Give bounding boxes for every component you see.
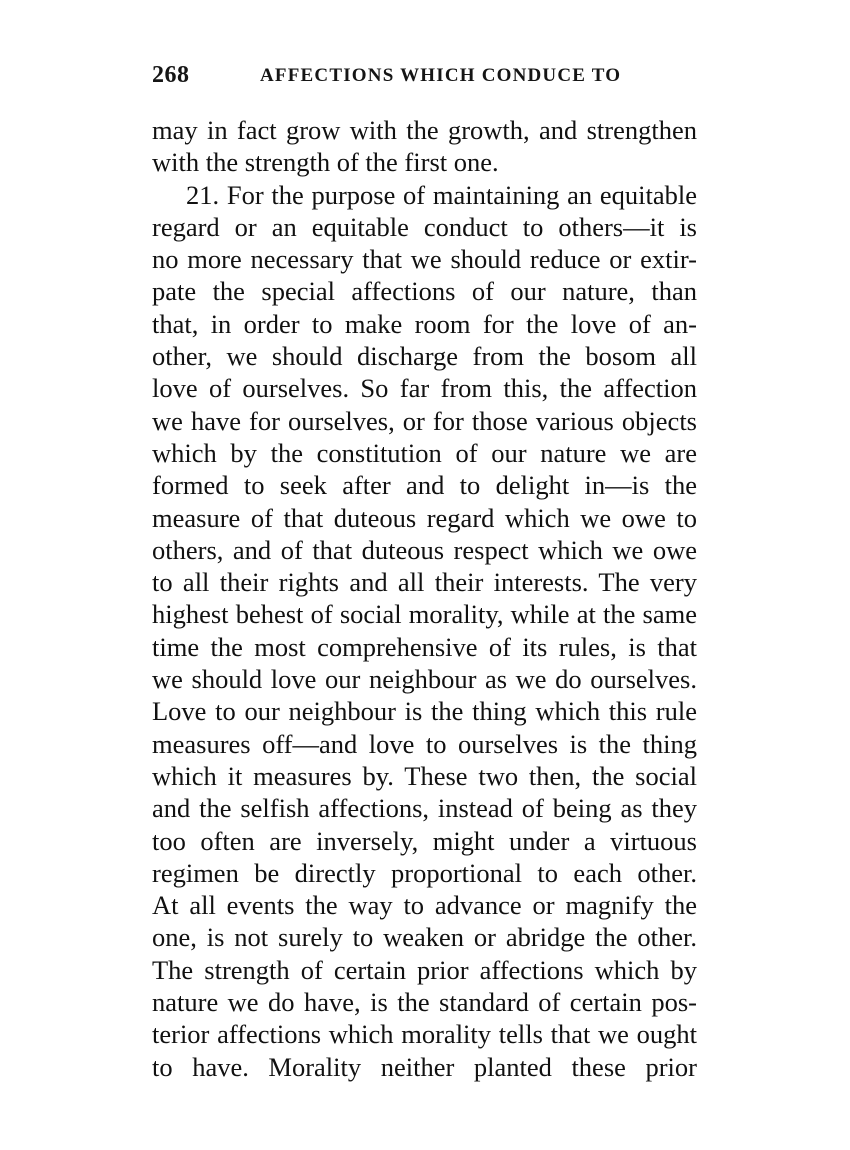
text-line-18: we should love our neighbour as we do ourselves.: [152, 664, 697, 695]
text-line-20: measures off—and love to ourselves is the thing: [152, 728, 697, 759]
text-line-26: one, is not surely to weaken or abridge the other.: [152, 922, 697, 953]
text-line-14: others, and of that duteous respect which we owe: [152, 534, 697, 565]
text-line-15: to all their rights and all their interests. The very: [152, 567, 697, 598]
text-line-7: that, in order to make room for the love of an-: [152, 308, 697, 339]
running-title: AFFECTIONS WHICH CONDUCE TO: [260, 65, 622, 86]
text-line-4: regard or an equitable conduct to others—it is: [152, 211, 697, 242]
text-line-9: love of ourselves. So far from this, the affection: [152, 373, 697, 404]
text-line-6: pate the special affections of our nature, than: [152, 276, 697, 307]
text-line-11: which by the constitution of our nature we are: [152, 437, 697, 468]
text-line-10: we have for ourselves, or for those various objects: [152, 405, 697, 436]
page-number: 268: [152, 62, 190, 88]
text-line-3: 21. For the purpose of maintaining an equitable: [186, 179, 697, 210]
text-line-29: terior affections which morality tells that we ought: [152, 1019, 697, 1050]
text-line-28: nature we do have, is the standard of certain pos-: [152, 987, 697, 1018]
text-line-30: to have. Morality neither planted these prior: [152, 1051, 697, 1082]
text-line-16: highest behest of social morality, while at the same: [152, 599, 697, 630]
text-line-13: measure of that duteous regard which we owe to: [152, 502, 697, 533]
text-line-23: too often are inversely, might under a virtuous: [152, 825, 697, 856]
running-head: [152, 62, 712, 98]
text-line-19: Love to our neighbour is the thing which this rule: [152, 696, 697, 727]
text-line-1: may in fact grow with the growth, and strengthen: [152, 115, 697, 145]
text-line-2: with the strength of the first one.: [152, 147, 499, 178]
text-line-5: no more necessary that we should reduce or extir-: [152, 244, 697, 275]
body-text: [152, 114, 697, 1083]
text-line-17: time the most comprehensive of its rules, is that: [152, 631, 697, 662]
text-line-25: At all events the way to advance or magnify the: [152, 890, 697, 921]
text-line-12: formed to seek after and to delight in—is the: [152, 470, 697, 501]
text-line-24: regimen be directly proportional to each other.: [152, 857, 697, 888]
text-line-21: which it measures by. These two then, the social: [152, 760, 697, 791]
text-line-8: other, we should discharge from the bosom all: [152, 341, 697, 372]
text-line-22: and the selfish affections, instead of being as they: [152, 793, 697, 824]
text-line-27: The strength of certain prior affections which by: [152, 954, 697, 985]
